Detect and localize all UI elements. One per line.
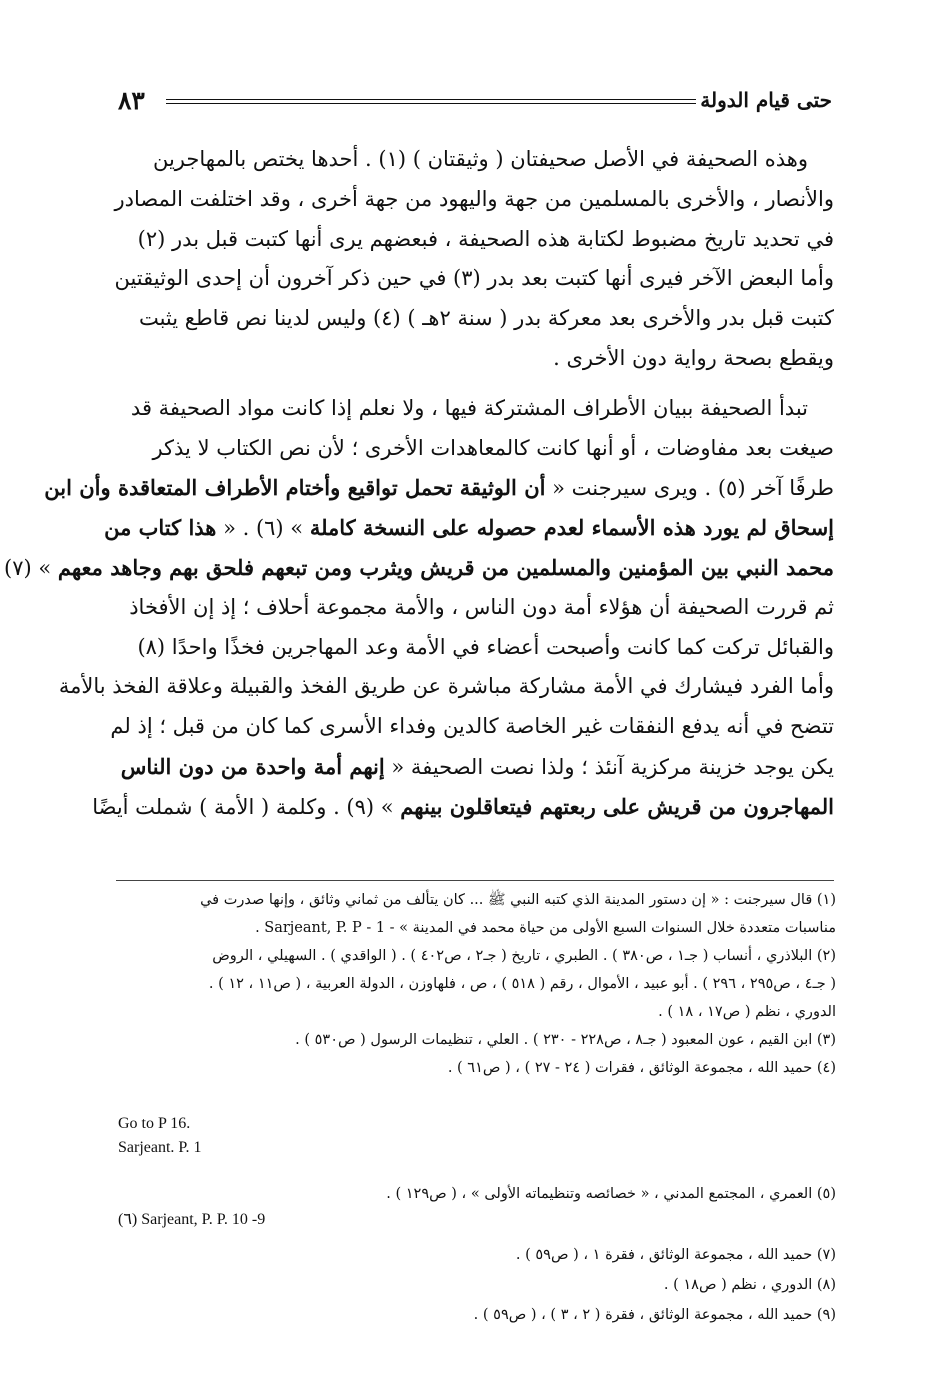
footnote: (٨) الدوري ، نظم ( ص١٨ ) .	[663, 1277, 836, 1293]
bold-quote: إسحاق لم يورد هذه الأسماء لعدم حصوله على النسخة كاملة	[309, 515, 834, 541]
text-line: صيغت بعد مفاوضات ، أو أنها كانت كالمعاهدات الأخرى ؛ لأن نص الكتاب لا يذكر	[152, 435, 834, 460]
footnote: (٧) حميد الله ، مجموعة الوثائق ، فقرة ١ ، ( ص٥٩ ) .	[515, 1247, 836, 1263]
page-header	[118, 86, 832, 120]
text-line: وأما الفرد فيشارك في الأمة مشاركة مباشرة عن طريق الفخذ والقبيلة وعلاقة الفخذ بالأمة	[58, 674, 834, 699]
footnote-separator	[116, 880, 834, 881]
running-title: حتى قيام الدولة	[700, 88, 832, 112]
text-line: يكن يوجد خزينة مركزية آنئذ ؛ ولذا نصت الصحيفة « إنهم أمة واحدة من دون الناس	[120, 753, 834, 779]
text-line: ثم قررت الصحيفة أن هؤلاء أمة دون الناس ، والأمة مجموعة أحلاف ؛ إذ إن الأفخاذ	[129, 594, 834, 619]
note-line: Go to P 16.	[118, 1115, 191, 1132]
text-line: كتبت قبل بدر والأخرى بعد معركة بدر ( سنة ٢هـ ) (٤) وليس لدينا نص قاطع يثبت	[138, 306, 834, 331]
footnote: (٢) البلاذري ، أنساب ( جـ١ ، ص٣٨٠ ) . الطبري ، تاريخ ( جـ٢ ، ص٤٠٢ ) . ( الواقدي ) . السهيلي ، الروض	[212, 948, 836, 964]
footnote: (٥) العمري ، المجتمع المدني ، « خصائصه وتنظيماته الأولى » ، ( ص١٢٩ ) .	[386, 1186, 836, 1202]
bold-quote: المهاجرون من قريش على ربعتهم فيتعاقلون بينهم	[400, 793, 834, 819]
text-line: والقبائل تركت كما كانت وأصبحت أعضاء في الأمة وعد المهاجرين فخذًا واحدًا (٨)	[137, 634, 834, 659]
footnote: ( جـ٤ ، ص٢٩٥ ، ٢٩٦ ) . أبو عبيد ، الأموال ، رقم ( ٥١٨ ) ، ص ، فلهاوزن ، الدولة العربية ، ( ص١١ ، ١٢ ) .	[208, 976, 836, 992]
text-line: ويقطع بصحة رواية دون الأخرى .	[553, 345, 834, 370]
text-line: محمد النبي بين المؤمنين والمسلمين من قريش ويثرب ومن تبعهم فلحق بهم وجاهد معهم » (٧)	[4, 554, 834, 580]
footnote: الدوري ، نظم ( ص١٧ ، ١٨ ) .	[658, 1004, 836, 1020]
text-line: وأما البعض الآخر فيرى أنها كتبت بعد بدر (٣) في حين ذكر آخرون أن إحدى الوثيقتين	[114, 266, 834, 291]
bold-quote: إنهم أمة واحدة من دون الناس	[120, 753, 385, 779]
text-line: وهذه الصحيفة في الأصل صحيفتان ( وثيقتان ) (١) . أحدها يختص بالمهاجرين	[152, 147, 808, 171]
text-line: تتضح في أنه يدفع النفقات غير الخاصة كالدين وفداء الأسرى كما كان من قبل ؛ إذ لم	[110, 714, 834, 739]
footnote: مناسبات متعددة خلال السنوات السبع الأولى من حياة محمد في المدينة » - Sarjeant, P. P - 1 .	[255, 920, 836, 936]
bold-quote: محمد النبي بين المؤمنين والمسلمين من قريش ويثرب ومن تبعهم فلحق بهم وجاهد معهم	[57, 554, 834, 580]
page-number: ٨٣	[118, 86, 145, 115]
text-line: إسحاق لم يورد هذه الأسماء لعدم حصوله على النسخة كاملة » (٦) . « هذا كتاب من	[104, 515, 834, 541]
bold-quote: أن الوثيقة تحمل تواقيع وأختام الأطراف المتعاقدة وأن ابن	[44, 475, 546, 501]
footnote: (٦) Sarjeant, P. P. 10 -9	[118, 1211, 266, 1228]
bold-quote: هذا كتاب من	[104, 515, 217, 541]
text-line: والأنصار ، والأخرى بالمسلمين من جهة واليهود من جهة أخرى ، وقد اختلفت المصادر	[114, 186, 834, 211]
footnote: (٤) حميد الله ، مجموعة الوثائق ، فقرات ( ٢٤ - ٢٧ ) ، ( ص٦١ ) .	[447, 1060, 836, 1076]
footnote-5	[116, 1180, 836, 1208]
note-line: Sarjeant. P. 1	[118, 1139, 202, 1156]
footnotes-block-1	[116, 886, 836, 1082]
footnote: (١) قال سيرجنت : « إن دستور المدينة الذي كتبه النبي ﷺ ... كان يتألف من ثماني وثائق ، وإنها صدرت في	[200, 892, 836, 908]
text-line: طرفًا آخر (٥) . ويرى سيرجنت « أن الوثيقة تحمل تواقيع وأختام الأطراف المتعاقدة وأن ابن	[44, 475, 834, 501]
main-text	[4, 140, 834, 827]
text-line: في تحديد تاريخ مضبوط لكتابة هذه الصحيفة ، فبعضهم يرى أنها كتبت قبل بدر (٢)	[137, 226, 834, 251]
footnotes-block-2	[116, 1240, 836, 1330]
footnote: (٣) ابن القيم ، عون المعبود ( جـ٨ ، ص٢٢٨ - ٢٣٠ ) . العلي ، تنظيمات الرسول ( ص٥٣٠ ) .	[295, 1032, 836, 1048]
handwritten-note	[118, 1112, 202, 1160]
footnote: (٩) حميد الله ، مجموعة الوثائق ، فقرة ( ٢ ، ٣ ) ، ( ص٥٩ ) .	[473, 1307, 836, 1323]
footnote-6	[118, 1208, 265, 1232]
text-line: المهاجرون من قريش على ربعتهم فيتعاقلون بينهم » (٩) . وكلمة ( الأمة ) شملت أيضًا	[92, 793, 834, 819]
text-line: تبدأ الصحيفة ببيان الأطراف المشتركة فيها ، ولا نعلم إذا كانت مواد الصحيفة قد	[130, 395, 808, 420]
header-rule	[166, 99, 696, 104]
